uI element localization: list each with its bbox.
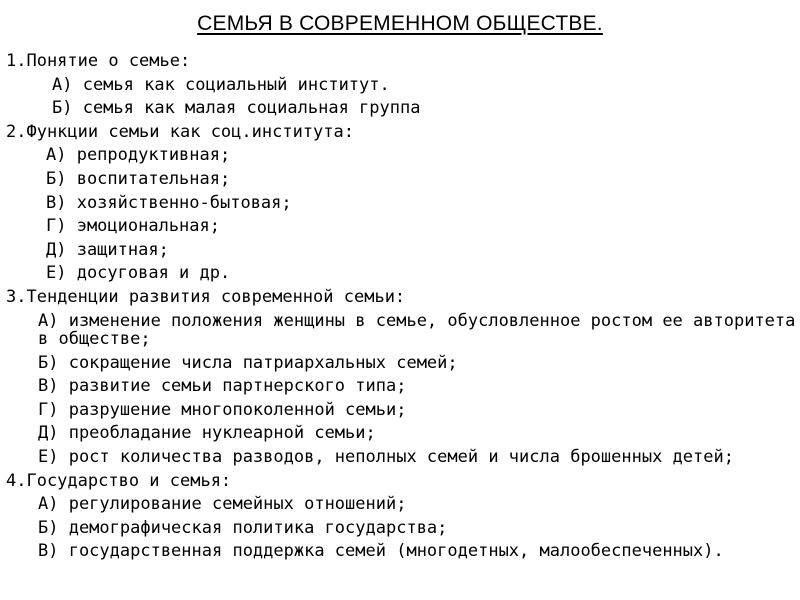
list-item: А) семья как социальный институт. [52, 74, 390, 95]
list-item: Д) защитная; [46, 239, 169, 260]
list-item: В) развитие семьи партнерского типа; [38, 376, 407, 397]
section-heading: 3.Тенденции развития современной семьи: [6, 286, 406, 307]
page-title: СЕМЬЯ В СОВРЕМЕННОМ ОБЩЕСТВЕ. [197, 12, 603, 35]
list-item: Е) рост количества разводов, неполных семей и числа брошенных детей; [38, 446, 734, 467]
outline [6, 50, 796, 564]
list-item: Г) эмоциональная; [46, 216, 220, 237]
list-item: А) регулирование семейных отношений; [38, 494, 407, 515]
section-heading: 2.Функции семьи как соц.института: [6, 121, 354, 142]
list-item: А) репродуктивная; [46, 145, 231, 166]
list-item: В) хозяйственно-бытовая; [46, 192, 292, 213]
section-heading: 1.Понятие о семье: [6, 51, 191, 71]
list-item: Е) досуговая и др. [46, 263, 231, 284]
list-item: Б) семья как малая социальная группа [52, 98, 421, 119]
list-item: В) государственная поддержка семей (многодетных, малообеспеченных). [38, 541, 724, 562]
list-item: А) изменение положения женщины в семье, обусловленное ростом ее авторитета в обществе; [38, 310, 796, 349]
list-item: Д) преобладание нуклеарной семьи; [38, 423, 376, 444]
section-heading: 4.Государство и семья: [6, 470, 232, 491]
list-item: Б) сокращение числа патриархальных семей; [38, 352, 458, 373]
list-item: Б) демографическая политика государства; [38, 517, 448, 538]
list-item: Б) воспитательная; [46, 168, 231, 189]
list-item: Г) разрушение многопоколенной семьи; [38, 399, 407, 420]
